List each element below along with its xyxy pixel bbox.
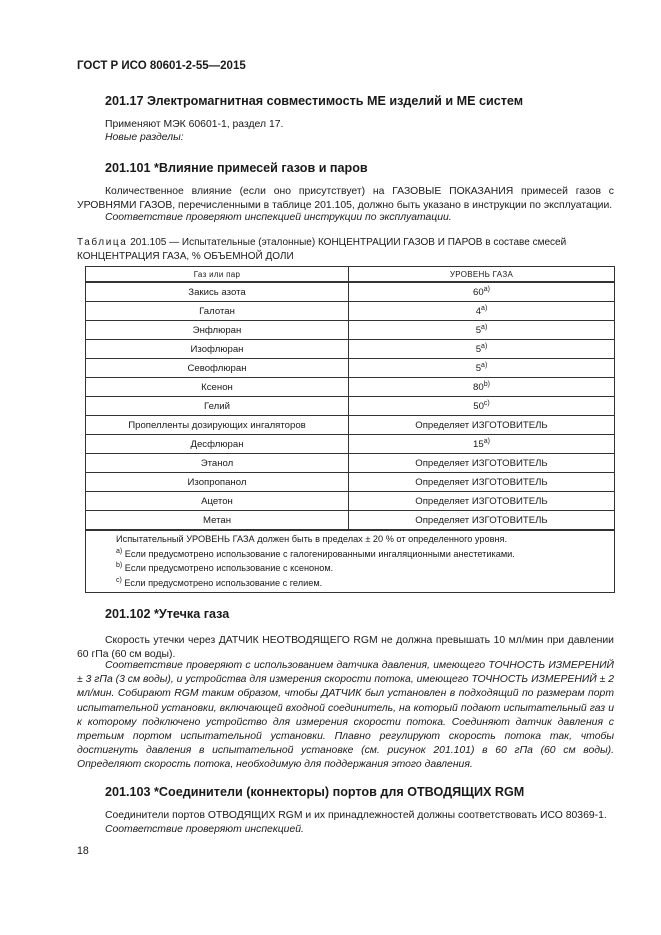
gas-level-value: Определяет ИЗГОТОВИТЕЛЬ	[415, 457, 548, 469]
gas-level-cell	[349, 340, 615, 359]
gas-level-value: 5	[475, 325, 482, 337]
gas-name-cell: Ксенон	[86, 378, 349, 397]
page-number: 18	[77, 845, 89, 857]
gas-name-cell: Изопропанол	[86, 473, 349, 492]
footnote-mark: a)	[116, 547, 123, 555]
section-102-para2: Соответствие проверяют с использованием датчика давления, имеющего ТОЧНОСТЬ ИЗМЕРЕНИЙ ± 3 гПа (3 см воды), и устройства для измерения скорости потока, имеющего ТОЧНОСТЬ ИЗМЕРЕНИЙ ± 2 мл/мин. Собирают RGM таким образом, чтобы ДАТЧИК был установлен в подходящий по размерам порт испытательной установки, включающей входной соединитель, на который подают испытательный газ и к которому подключено устройство для измерения скорости потока. Соединяют датчик давления с третьим портом испытательной установки. Плавно регулируют скорость потока так, чтобы достигнуть давления в испытательной установке (см. рисунок 201.101) в 60 гПа (60 см воды). Определяют скорость потока, необходимую для поддержания этого давления.	[77, 660, 614, 771]
table-row	[86, 511, 615, 531]
gas-level-cell	[349, 416, 615, 435]
footnote-mark: a)	[481, 361, 488, 369]
section-101-para2: Соответствие проверяют инспекцией инструкции по эксплуатации.	[105, 212, 452, 223]
section-103-para1: Соединители портов ОТВОДЯЩИХ RGM и их принадлежностей должны соответствовать ИСО 80369-1.	[105, 810, 607, 821]
section-101-heading: 201.101 *Влияние примесей газов и паров	[105, 161, 368, 175]
gas-level-value: 80	[473, 382, 484, 394]
table-footnote	[116, 546, 614, 561]
gas-level-cell	[349, 321, 615, 340]
table-row	[86, 397, 615, 416]
table-row	[86, 378, 615, 397]
table-caption-text: 201.105 — Испытательные (эталонные) КОНЦЕНТРАЦИИ ГАЗОВ И ПАРОВ в составе смесей КОНЦЕНТРАЦИЯ ГАЗА, % ОБЪЕМНОЙ ДОЛИ	[77, 237, 567, 262]
section-103-para2: Соответствие проверяют инспекцией.	[105, 824, 304, 835]
section-17-line1: Применяют МЭК 60601-1, раздел 17.	[105, 119, 284, 130]
footnote-mark: c)	[483, 399, 490, 407]
gas-level-value: Определяет ИЗГОТОВИТЕЛЬ	[415, 419, 548, 431]
section-17-line2: Новые разделы:	[105, 132, 184, 143]
gas-level-cell	[349, 359, 615, 378]
footnote-text: Если предусмотрено использование с ксеноном.	[124, 563, 334, 574]
table-row	[86, 435, 615, 454]
footnote-mark: b)	[483, 380, 490, 388]
gas-level-value: Определяет ИЗГОТОВИТЕЛЬ	[415, 514, 548, 526]
section-101-para1: Количественное влияние (если оно присутствует) на ГАЗОВЫЕ ПОКАЗАНИЯ примесей газов с УРОВНЯМИ ГАЗОВ, перечисленными в таблице 201.105, должно быть указано в инструкции по эксплуатации.	[77, 186, 614, 211]
gas-name-cell: Этанол	[86, 454, 349, 473]
gas-name-cell: Закись азота	[86, 282, 349, 302]
gas-name-cell: Изофлюран	[86, 340, 349, 359]
table-note-main: Испытательный УРОВЕНЬ ГАЗА должен быть в пределах ± 20 % от определенного уровня.	[116, 534, 508, 544]
gas-name-cell: Десфлюран	[86, 435, 349, 454]
document-header: ГОСТ Р ИСО 80601-2-55—2015	[77, 60, 246, 72]
gas-name-cell: Пропелленты дозирующих ингаляторов	[86, 416, 349, 435]
section-103-heading: 201.103 *Соединители (коннекторы) портов для ОТВОДЯЩИХ RGM	[105, 785, 525, 799]
gas-name-cell: Ацетон	[86, 492, 349, 511]
gas-name-cell: Энфлюран	[86, 321, 349, 340]
gas-level-value: 60	[473, 287, 484, 299]
table-footnote	[116, 560, 614, 575]
column-header-gas: Газ или пар	[86, 267, 349, 283]
footnote-mark: a)	[481, 342, 488, 350]
gas-level-cell	[349, 492, 615, 511]
gas-level-value: 5	[475, 344, 482, 356]
footnote-mark: a)	[483, 437, 490, 445]
table-row	[86, 359, 615, 378]
table-row	[86, 473, 615, 492]
gas-level-value: 4	[475, 306, 482, 318]
gas-level-cell	[349, 397, 615, 416]
table-row	[86, 302, 615, 321]
table-body	[86, 282, 615, 593]
gas-name-cell: Гелий	[86, 397, 349, 416]
table-footnote	[116, 575, 614, 590]
gas-name-cell: Метан	[86, 511, 349, 531]
gas-levels-table	[85, 266, 615, 593]
table-notes	[86, 530, 615, 593]
gas-level-cell	[349, 511, 615, 531]
table-row	[86, 492, 615, 511]
footnote-mark: c)	[116, 576, 122, 584]
table-row	[86, 416, 615, 435]
gas-level-value: 50	[473, 401, 484, 413]
footnote-mark: a)	[481, 323, 488, 331]
gas-level-cell	[349, 454, 615, 473]
table-row	[86, 454, 615, 473]
table-row	[86, 321, 615, 340]
gas-name-cell: Галотан	[86, 302, 349, 321]
footnote-text: Если предусмотрено использование с галогенированными ингаляционными анестетиками.	[124, 548, 515, 559]
section-102-para1: Скорость утечки через ДАТЧИК НЕОТВОДЯЩЕГО RGM не должна превышать 10 мл/мин при давлении 60 гПа (60 см воды).	[77, 635, 614, 660]
gas-level-cell	[349, 302, 615, 321]
gas-level-cell	[349, 435, 615, 454]
table-row	[86, 340, 615, 359]
column-header-level: УРОВЕНЬ ГАЗА	[349, 267, 615, 283]
footnote-mark: a)	[481, 304, 488, 312]
section-102-heading: 201.102 *Утечка газа	[105, 607, 230, 621]
gas-level-cell	[349, 378, 615, 397]
gas-level-value: 5	[475, 363, 482, 375]
footnote-mark: b)	[116, 562, 123, 570]
gas-level-cell	[349, 473, 615, 492]
gas-level-value: Определяет ИЗГОТОВИТЕЛЬ	[415, 476, 548, 488]
table-notes-row	[86, 530, 615, 593]
table-caption-prefix: Таблица	[77, 237, 128, 248]
section-17-heading: 201.17 Электромагнитная совместимость ME изделий и ME систем	[105, 94, 524, 108]
table-caption	[77, 236, 617, 263]
footnote-text: Если предусмотрено использование с гелием.	[124, 577, 323, 588]
table-header-row	[86, 267, 615, 283]
footnote-mark: a)	[483, 285, 490, 293]
gas-level-cell	[349, 282, 615, 302]
gas-name-cell: Севофлюран	[86, 359, 349, 378]
gas-level-value: Определяет ИЗГОТОВИТЕЛЬ	[415, 495, 548, 507]
table-row	[86, 282, 615, 302]
gas-level-value: 15	[473, 439, 484, 451]
